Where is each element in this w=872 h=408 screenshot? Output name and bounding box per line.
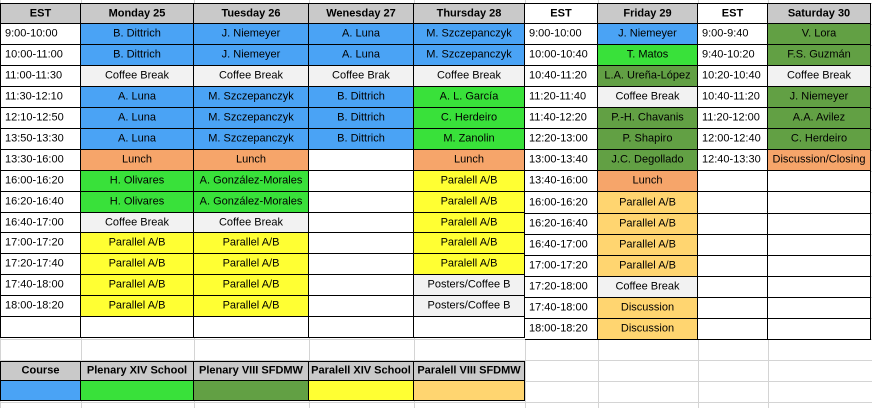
time-cell-text: 11:20-11:40 [529, 90, 587, 103]
session-cell-text: Parallel A/B [222, 257, 280, 270]
legend-header[interactable] [309, 361, 414, 381]
session-cell-text: A. L. García [439, 90, 499, 103]
session-cell[interactable] [414, 317, 525, 338]
column-header[interactable] [525, 3, 598, 24]
column-header[interactable] [194, 3, 309, 24]
column-header[interactable] [309, 3, 414, 24]
time-cell-text: 17:20-17:40 [5, 257, 64, 270]
time-cell-text: 16:00-16:20 [5, 174, 64, 187]
empty-cell[interactable] [768, 214, 871, 235]
session-cell[interactable] [194, 275, 309, 296]
session-cell-text: B. Dittrich [337, 90, 385, 103]
column-header[interactable] [768, 3, 871, 24]
column-header-text: Saturday 30 [787, 7, 851, 19]
session-cell[interactable] [309, 233, 414, 254]
time-cell-text: 12:20-13:00 [529, 132, 588, 145]
session-cell[interactable] [81, 233, 194, 254]
time-cell-text: 16:40-17:00 [5, 216, 64, 228]
session-cell[interactable] [309, 213, 414, 233]
time-cell[interactable] [0, 296, 81, 317]
session-cell-text: A. Luna [118, 90, 156, 103]
time-cell-text: 17:40-18:00 [529, 301, 588, 314]
session-cell[interactable] [414, 108, 525, 129]
session-cell-text: L.A. Ureña-López [604, 69, 691, 82]
empty-cell[interactable] [698, 192, 768, 214]
legend-header[interactable] [0, 361, 81, 381]
session-cell-text: Paralell A/B [440, 174, 498, 187]
time-cell-text: 17:00-17:20 [529, 259, 588, 272]
session-cell-text: Paralell A/B [440, 195, 498, 208]
session-cell[interactable] [81, 24, 194, 45]
empty-cell[interactable] [698, 214, 768, 235]
time-cell[interactable] [525, 298, 598, 319]
time-cell-text: 9:00-9:40 [702, 27, 749, 40]
empty-cell[interactable] [768, 256, 871, 277]
session-cell[interactable] [414, 171, 525, 192]
session-cell[interactable] [81, 129, 194, 150]
session-cell-text: B. Dittrich [113, 27, 161, 40]
time-cell[interactable] [525, 277, 598, 298]
time-cell-text: 13:30-16:00 [5, 153, 64, 166]
time-cell-text: 16:20-16:40 [529, 217, 588, 230]
session-cell[interactable] [414, 24, 525, 45]
session-cell-text: B. Dittrich [113, 48, 161, 61]
time-cell[interactable] [698, 129, 768, 150]
column-header-text: Thursday 28 [436, 7, 502, 19]
session-cell[interactable] [81, 171, 194, 192]
legend-swatch[interactable] [414, 381, 525, 401]
session-cell[interactable] [194, 45, 309, 66]
session-cell[interactable] [309, 66, 414, 87]
time-cell-text: 18:00-18:20 [5, 299, 64, 312]
time-cell-text: 11:00-11:30 [5, 69, 63, 82]
session-cell-text: Coffee Break [615, 90, 680, 103]
time-cell[interactable] [525, 45, 598, 66]
session-cell[interactable] [194, 254, 309, 275]
session-cell-text: Coffee Break [615, 280, 680, 293]
session-cell[interactable] [194, 192, 309, 213]
session-cell[interactable] [194, 296, 309, 317]
column-header-text: Wenesday 27 [326, 7, 396, 19]
session-cell[interactable] [81, 66, 194, 87]
empty-cell[interactable] [698, 319, 768, 340]
time-cell-text: 17:20-18:00 [529, 280, 588, 293]
column-header-text: EST [721, 7, 744, 19]
session-cell-text: Lunch [632, 174, 663, 187]
session-cell[interactable] [81, 192, 194, 213]
column-header-text: Friday 29 [623, 7, 672, 19]
session-cell[interactable] [81, 317, 194, 338]
time-cell[interactable] [525, 192, 598, 214]
time-cell-text: 9:40-10:20 [702, 48, 755, 61]
session-cell[interactable] [598, 129, 698, 150]
session-cell[interactable] [194, 24, 309, 45]
session-cell[interactable] [309, 129, 414, 150]
legend-swatch[interactable] [81, 381, 194, 401]
column-header[interactable] [0, 3, 81, 24]
session-cell-text: Parallel A/B [108, 278, 166, 291]
session-cell[interactable] [768, 66, 871, 87]
session-cell-text: Parallel A/B [619, 259, 676, 272]
session-cell-text: M. Zanolin [443, 132, 495, 145]
legend-header-text: Paralell VIII SFDMW [417, 364, 521, 377]
legend-header-text: Paralell XIV School [311, 364, 411, 377]
session-cell[interactable] [81, 254, 194, 275]
session-cell-text: Coffee Break [218, 216, 283, 228]
time-cell[interactable] [0, 87, 81, 108]
session-cell[interactable] [598, 171, 698, 192]
session-cell-text: J. Niemeyer [618, 27, 677, 40]
session-cell-text: Parallel A/B [619, 196, 676, 208]
session-cell[interactable] [309, 317, 414, 338]
session-cell[interactable] [598, 66, 698, 87]
time-cell[interactable] [0, 254, 81, 275]
empty-cell[interactable] [698, 256, 768, 277]
session-cell[interactable] [194, 233, 309, 254]
time-cell-text: 10:20-10:40 [702, 69, 761, 82]
session-cell[interactable] [309, 275, 414, 296]
time-cell-text: 17:40-18:00 [5, 278, 64, 291]
session-cell-text: T. Matos [626, 48, 669, 61]
column-header[interactable] [81, 3, 194, 24]
time-cell[interactable] [0, 45, 81, 66]
legend-header[interactable] [81, 361, 194, 381]
session-cell[interactable] [598, 24, 698, 45]
time-cell[interactable] [0, 108, 81, 129]
session-cell[interactable] [414, 192, 525, 213]
session-cell[interactable] [598, 319, 698, 340]
column-header-text: EST [550, 7, 572, 19]
session-cell[interactable] [81, 108, 194, 129]
time-cell-text: 16:20-16:40 [5, 195, 64, 208]
time-cell-text: 13:40-16:00 [529, 174, 588, 187]
time-cell-text: 12:10-12:50 [5, 111, 64, 124]
session-cell-text: Lunch [454, 153, 484, 166]
session-cell-text: A. Luna [342, 48, 380, 61]
session-cell[interactable] [598, 108, 698, 129]
time-cell-text: 17:00-17:20 [5, 236, 64, 249]
column-header-text: Monday 25 [108, 7, 166, 19]
session-cell-text: Paralell A/B [440, 216, 498, 228]
time-cell[interactable] [698, 66, 768, 87]
session-cell[interactable] [768, 45, 871, 66]
session-cell-text: Paralell A/B [440, 236, 498, 249]
session-cell[interactable] [81, 275, 194, 296]
session-cell[interactable] [768, 108, 871, 129]
session-cell-text: Coffee Break [104, 216, 169, 228]
legend-header[interactable] [194, 361, 309, 381]
session-cell[interactable] [414, 213, 525, 233]
column-header[interactable] [414, 3, 525, 24]
time-cell-text: 12:40-13:30 [702, 153, 761, 166]
session-cell-text: P.-H. Chavanis [611, 111, 684, 124]
session-cell-text: M. Szczepanczyk [426, 48, 512, 61]
session-cell[interactable] [414, 87, 525, 108]
session-cell[interactable] [768, 24, 871, 45]
session-cell-text: Parallel A/B [108, 257, 166, 270]
session-cell[interactable] [598, 256, 698, 277]
time-cell[interactable] [698, 45, 768, 66]
time-cell[interactable] [525, 24, 598, 45]
session-cell-text: Discussion [620, 322, 675, 335]
time-cell[interactable] [525, 66, 598, 87]
session-cell-text: C. Herdeiro [440, 111, 498, 124]
session-cell[interactable] [309, 45, 414, 66]
session-cell[interactable] [194, 213, 309, 233]
time-cell[interactable] [0, 233, 81, 254]
session-cell[interactable] [194, 150, 309, 171]
session-cell[interactable] [194, 129, 309, 150]
session-cell-text: Parallel A/B [222, 299, 280, 312]
empty-cell[interactable] [698, 235, 768, 256]
empty-cell[interactable] [768, 171, 871, 192]
empty-cell[interactable] [768, 319, 871, 340]
time-cell[interactable] [525, 129, 598, 150]
time-cell[interactable] [525, 150, 598, 171]
session-cell-text: Coffee Break [786, 69, 851, 82]
empty-cell[interactable] [698, 298, 768, 319]
session-cell-text: A. González-Morales [199, 195, 303, 208]
session-cell[interactable] [309, 87, 414, 108]
time-cell[interactable] [525, 256, 598, 277]
session-cell[interactable] [81, 213, 194, 233]
session-cell-text: Coffee Break [104, 69, 169, 82]
session-cell-text: A. González-Morales [199, 174, 303, 187]
session-cell[interactable] [309, 24, 414, 45]
session-cell-text: M. Szczepanczyk [208, 111, 294, 124]
time-cell-text: 11:30-12:10 [5, 90, 63, 103]
session-cell-text: Parallel A/B [619, 217, 676, 230]
time-cell-text: 16:40-17:00 [529, 238, 588, 251]
gridline [0, 402, 872, 403]
session-cell[interactable] [598, 87, 698, 108]
session-cell[interactable] [414, 275, 525, 296]
time-cell-text: 12:00-12:40 [702, 132, 761, 145]
empty-cell[interactable] [768, 192, 871, 214]
session-cell[interactable] [414, 233, 525, 254]
session-cell[interactable] [81, 45, 194, 66]
time-cell[interactable] [525, 87, 598, 108]
session-cell-text: Posters/Coffee B [427, 278, 511, 291]
time-cell[interactable] [525, 235, 598, 256]
time-cell-text: 11:20-12:00 [702, 111, 760, 124]
session-cell[interactable] [598, 214, 698, 235]
time-cell-text: 18:00-18:20 [529, 322, 588, 335]
session-cell[interactable] [598, 277, 698, 298]
column-header-text: Tuesday 26 [221, 7, 281, 19]
session-cell[interactable] [194, 108, 309, 129]
session-cell[interactable] [194, 87, 309, 108]
time-cell-text: 10:40-11:20 [702, 90, 760, 103]
time-cell-text: 16:00-16:20 [529, 196, 588, 208]
time-cell[interactable] [698, 24, 768, 45]
session-cell[interactable] [309, 254, 414, 275]
column-header-text: EST [29, 7, 52, 19]
time-cell[interactable] [0, 317, 81, 338]
session-cell-text: Parallel A/B [108, 299, 166, 312]
session-cell-text: M. Szczepanczyk [208, 90, 294, 103]
session-cell[interactable] [414, 296, 525, 317]
session-cell-text: J. Niemeyer [789, 90, 849, 103]
session-cell-text: M. Szczepanczyk [426, 27, 512, 40]
session-cell-text: H. Olivares [109, 174, 165, 187]
time-cell[interactable] [0, 171, 81, 192]
time-cell-text: 9:00-10:00 [529, 27, 582, 40]
legend-swatch[interactable] [309, 381, 414, 401]
session-cell-text: Discussion [620, 301, 675, 314]
time-cell[interactable] [0, 275, 81, 296]
session-cell-text: J. Niemeyer [221, 48, 281, 61]
time-cell[interactable] [0, 66, 81, 87]
session-cell-text: J.C. Degollado [611, 153, 684, 166]
time-cell-text: 10:00-11:00 [5, 48, 63, 61]
session-cell[interactable] [309, 108, 414, 129]
empty-cell[interactable] [768, 235, 871, 256]
session-cell[interactable] [414, 150, 525, 171]
session-cell[interactable] [598, 192, 698, 214]
session-cell-text: B. Dittrich [337, 111, 385, 124]
session-cell-text: Parallel A/B [619, 238, 676, 251]
session-cell-text: Lunch [122, 153, 152, 166]
session-cell-text: Posters/Coffee B [427, 299, 511, 312]
time-cell[interactable] [0, 129, 81, 150]
session-cell-text: B. Dittrich [337, 132, 385, 145]
session-cell-text: Parallel A/B [222, 278, 280, 291]
session-cell[interactable] [414, 254, 525, 275]
session-cell-text: Coffee Brak [332, 69, 390, 82]
session-cell-text: A.A. Avilez [792, 111, 846, 124]
time-cell[interactable] [0, 213, 81, 233]
session-cell-text: Discussion/Closing [772, 153, 866, 166]
session-cell[interactable] [598, 150, 698, 171]
session-cell-text: Paralell A/B [440, 257, 498, 270]
time-cell[interactable] [525, 108, 598, 129]
column-header[interactable] [698, 3, 768, 24]
time-cell[interactable] [525, 319, 598, 340]
time-cell[interactable] [0, 24, 81, 45]
session-cell[interactable] [309, 296, 414, 317]
session-cell[interactable] [768, 87, 871, 108]
empty-cell[interactable] [768, 277, 871, 298]
session-cell[interactable] [414, 129, 525, 150]
session-cell-text: P. Shapiro [622, 132, 673, 145]
legend-header-text: Course [21, 364, 60, 377]
session-cell[interactable] [81, 87, 194, 108]
session-cell[interactable] [768, 129, 871, 150]
session-cell[interactable] [768, 150, 871, 171]
session-cell[interactable] [81, 296, 194, 317]
session-cell-text: J. Niemeyer [221, 27, 281, 40]
legend-header[interactable] [414, 361, 525, 381]
time-cell[interactable] [525, 171, 598, 192]
session-cell-text: A. Luna [342, 27, 380, 40]
time-cell-text: 9:00-10:00 [5, 27, 58, 40]
time-cell[interactable] [698, 87, 768, 108]
legend-header-text: Plenary VIII SFDMW [199, 364, 303, 377]
session-cell-text: C. Herdeiro [790, 132, 848, 145]
session-cell-text: A. Luna [118, 132, 156, 145]
column-header[interactable] [598, 3, 698, 24]
time-cell-text: 10:00-10:40 [529, 48, 588, 61]
session-cell-text: M. Szczepanczyk [208, 132, 294, 145]
session-cell[interactable] [598, 298, 698, 319]
empty-cell[interactable] [768, 298, 871, 319]
session-cell[interactable] [414, 45, 525, 66]
time-cell[interactable] [525, 214, 598, 235]
session-cell[interactable] [309, 150, 414, 171]
session-cell[interactable] [194, 171, 309, 192]
session-cell-text: A. Luna [118, 111, 156, 124]
session-cell[interactable] [309, 192, 414, 213]
session-cell-text: Coffee Break [436, 69, 501, 82]
legend-header-text: Plenary XIV School [86, 364, 188, 377]
session-cell-text: F.S. Guzmán [787, 48, 851, 61]
session-cell-text: Parallel A/B [222, 236, 280, 249]
session-cell[interactable] [598, 235, 698, 256]
time-cell[interactable] [0, 192, 81, 213]
legend-swatch[interactable] [0, 381, 81, 401]
time-cell-text: 13:50-13:30 [5, 132, 64, 145]
session-cell[interactable] [194, 317, 309, 338]
time-cell-text: 13:00-13:40 [529, 153, 588, 166]
time-cell[interactable] [698, 108, 768, 129]
empty-cell[interactable] [698, 171, 768, 192]
legend-swatch[interactable] [194, 381, 309, 401]
session-cell-text: H. Olivares [109, 195, 165, 208]
session-cell[interactable] [81, 150, 194, 171]
session-cell[interactable] [598, 45, 698, 66]
session-cell-text: Parallel A/B [108, 236, 166, 249]
time-cell-text: 10:40-11:20 [529, 69, 587, 82]
session-cell-text: V. Lora [801, 27, 837, 40]
session-cell[interactable] [309, 171, 414, 192]
empty-cell[interactable] [698, 277, 768, 298]
time-cell[interactable] [0, 150, 81, 171]
session-cell-text: Lunch [236, 153, 266, 166]
session-cell[interactable] [414, 66, 525, 87]
time-cell[interactable] [698, 150, 768, 171]
session-cell[interactable] [194, 66, 309, 87]
session-cell-text: Coffee Break [218, 69, 283, 82]
time-cell-text: 11:40-12:20 [529, 111, 587, 124]
